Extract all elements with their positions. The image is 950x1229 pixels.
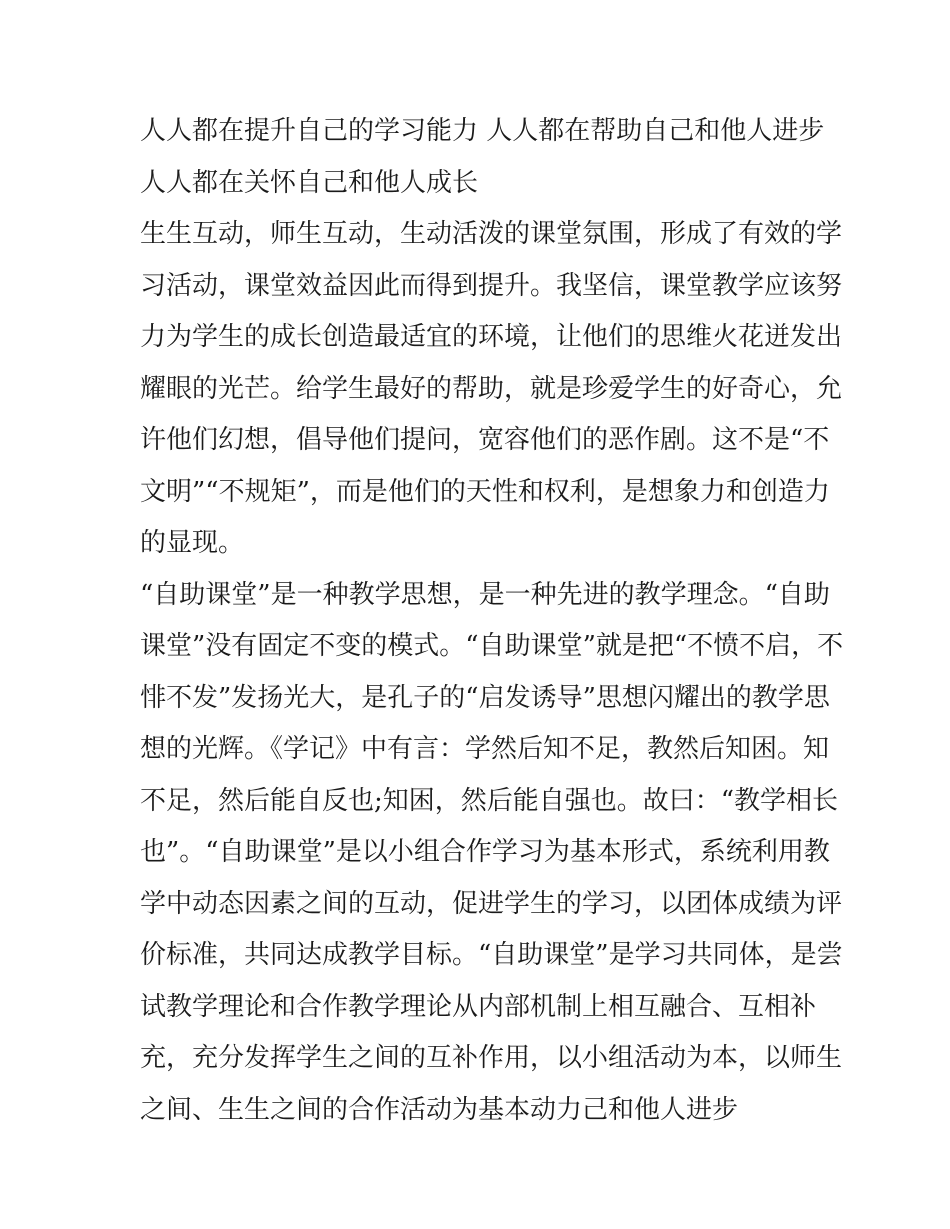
text-line: 许他们幻想，倡导他们提问，宽容他们的恶作剧。这不是“不	[140, 425, 830, 455]
text-line: 想的光辉。《学记》中有言：学然后知不足，教然后知困。知	[140, 734, 830, 764]
text-line: 生生互动，师生互动，生动活泼的课堂氛围，形成了有效的学	[140, 219, 843, 249]
text-line: 价标准，共同达成教学目标。“自助课堂”是学习共同体，是尝	[140, 940, 843, 970]
text-line: 耀眼的光芒。给学生最好的帮助，就是珍爱学生的好奇心，允	[140, 373, 843, 404]
text-line: 人人都在提升自己的学习能力 人人都在帮助自己和他人进步	[140, 116, 825, 146]
text-line: 之间、生生之间的合作活动为基本动力己和他人进步	[140, 1094, 739, 1125]
text-line: 学中动态因素之间的互动，促进学生的学习，以团体成绩为评	[140, 888, 843, 919]
text-line: 也”。“自助课堂”是以小组合作学习为基本形式，系统利用教	[140, 837, 830, 867]
text-line: 试教学理论和合作教学理论从内部机制上相互融合、互相补	[140, 991, 817, 1022]
text-line: 不足，然后能自反也;知困，然后能自强也。故曰：“教学相长	[140, 785, 839, 816]
body-text	[140, 106, 844, 1136]
text-line: 人人都在关怀自己和他人成长	[140, 167, 479, 198]
text-line: 习活动，课堂效益因此而得到提升。我坚信，课堂教学应该努	[140, 270, 843, 301]
text-line: 力为学生的成长创造最适宜的环境，让他们的思维火花迸发出	[140, 322, 843, 352]
text-line: 课堂”没有固定不变的模式。“自助课堂”就是把“不愤不启，不	[140, 631, 844, 661]
text-line: 的显现。	[140, 528, 245, 558]
text-line: 文明”“不规矩”，而是他们的天性和权利，是想象力和创造力	[140, 476, 830, 507]
text-line: “自助课堂”是一种教学思想，是一种先进的教学理念。“自助	[140, 579, 830, 610]
text-line: 悱不发”发扬光大，是孔子的“启发诱导”思想闪耀出的教学思	[140, 682, 830, 713]
text-line: 充，充分发挥学生之间的互补作用，以小组活动为本，以师生	[140, 1043, 843, 1073]
